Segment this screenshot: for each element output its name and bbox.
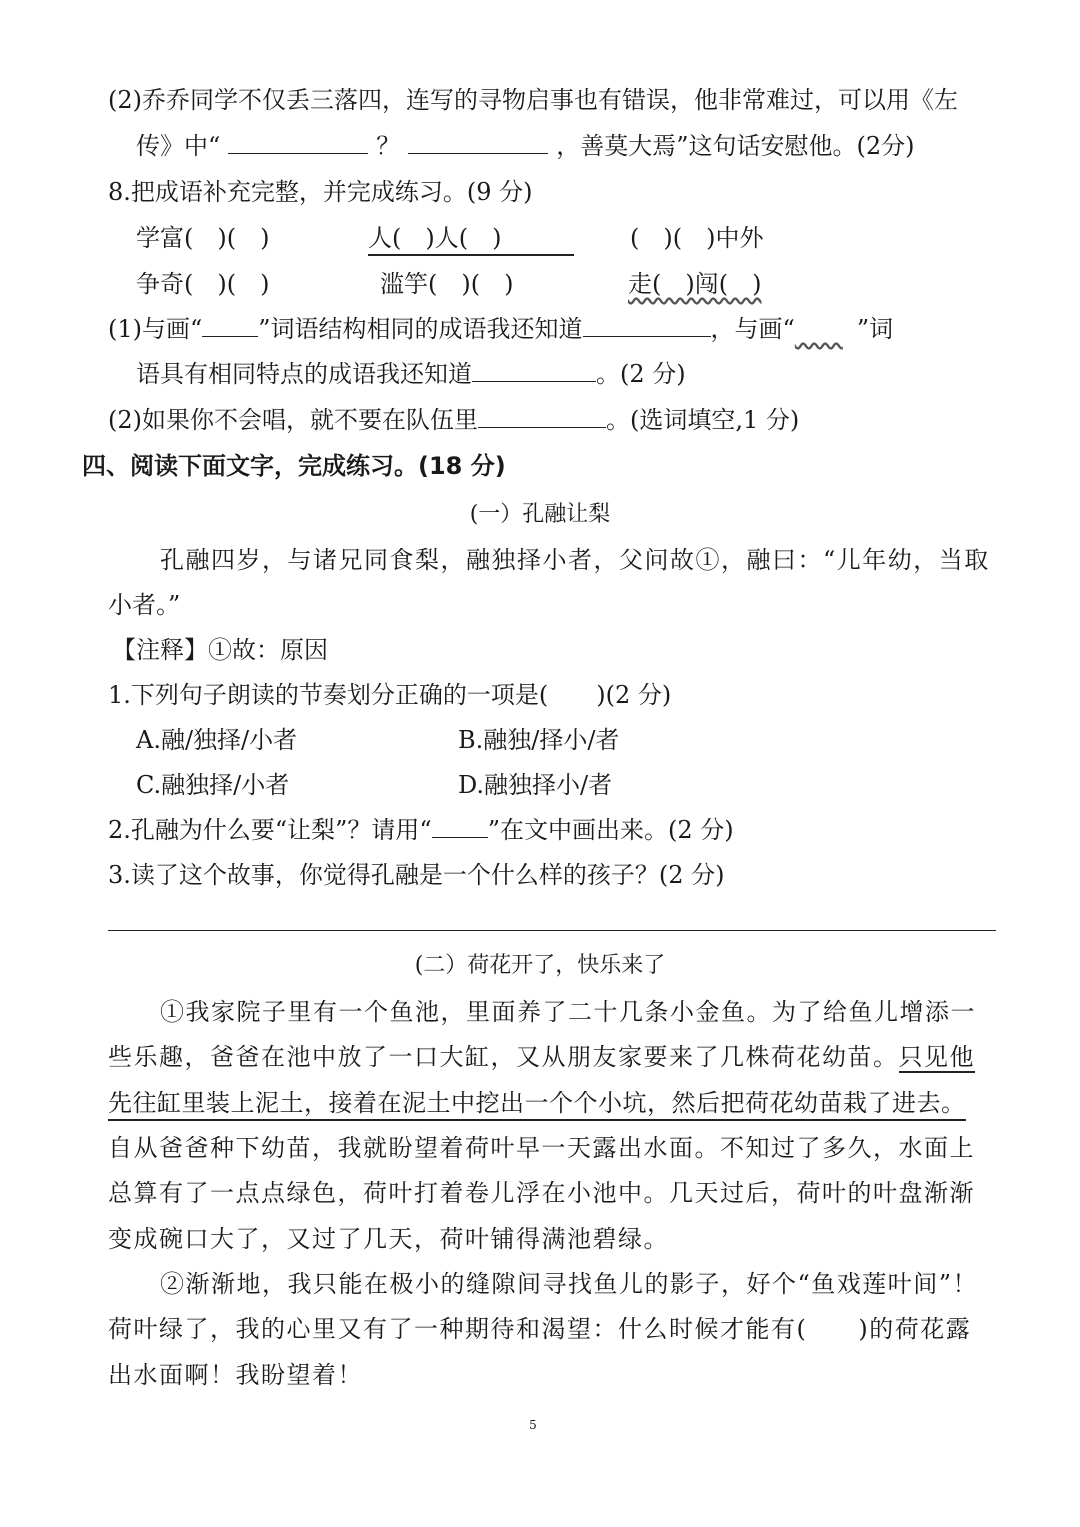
- passage2-line: 总算有了一点点绿色，荷叶打着卷儿浮在小池中。几天过后，荷叶的叶盘渐渐: [108, 1179, 975, 1207]
- text: 语具有相同特点的成语我还知道: [136, 360, 472, 388]
- answer-line[interactable]: [108, 930, 996, 931]
- idiom[interactable]: 争奇( )( ): [136, 270, 270, 298]
- text: ”在文中画出来。(2 分): [487, 816, 734, 844]
- q8-1-line2: [136, 358, 686, 390]
- text: ，与画“: [710, 315, 795, 343]
- text: ”词语结构相同的成语我还知道: [258, 315, 583, 343]
- text: 。(2 分): [596, 360, 686, 388]
- text: 传》中“: [136, 132, 221, 160]
- answer-blank[interactable]: [408, 131, 548, 154]
- idiom[interactable]: ( )( )中外: [630, 224, 764, 252]
- answer-blank[interactable]: [583, 314, 711, 337]
- passage1-line2: 小者。”: [108, 591, 181, 619]
- underline-sample: [432, 815, 488, 838]
- options-row-1: [136, 724, 619, 756]
- passage2-title: (二）荷花开了，快乐来了: [414, 953, 666, 978]
- passage2-underlined-line: 先往缸里装上泥土，接着在泥土中挖出一个个小坑，然后把荷花幼苗栽了进去。: [108, 1087, 966, 1121]
- option-b[interactable]: B.融独/择小/者: [458, 726, 620, 754]
- note: 【注释】①故：原因: [112, 636, 328, 664]
- q8-title: 8.把成语补充完整，并完成练习。(9 分): [108, 178, 533, 206]
- text: ”词: [856, 315, 894, 343]
- idiom-row-1: [136, 222, 763, 256]
- idiom[interactable]: 滥竽( )( ): [380, 270, 514, 298]
- passage2-line: ②渐渐地，我只能在极小的缝隙间寻找鱼儿的影子，好个“鱼戏莲叶间”！: [160, 1270, 979, 1298]
- q7-2-line2: [136, 130, 915, 162]
- text: 些乐趣，爸爸在池中放了一口大缸，又从朋友家要来了几株荷花幼苗。: [108, 1043, 899, 1071]
- passage2-line: 变成碗口大了，又过了几天，荷叶铺得满池碧绿。: [108, 1225, 669, 1253]
- options-row-2: [136, 769, 612, 801]
- passage2-line: ①我家院子里有一个鱼池，里面养了二十几条小金鱼。为了给鱼儿增添一: [160, 998, 976, 1026]
- answer-blank[interactable]: [228, 131, 368, 154]
- text: (2)如果你不会唱，就不要在队伍里: [108, 406, 478, 434]
- passage2-line: 出水面啊！我盼望着！: [108, 1361, 363, 1389]
- text: ？: [376, 132, 401, 160]
- answer-blank[interactable]: [478, 405, 606, 428]
- text: 。(选词填空,1 分): [606, 406, 800, 434]
- idiom-row-2: [136, 268, 761, 300]
- option-d[interactable]: D.融独择小/者: [458, 771, 613, 799]
- idiom-underlined[interactable]: 人( )人( ): [368, 222, 574, 256]
- underline-sample: [202, 314, 258, 337]
- passage1-title: (一）孔融让梨: [469, 502, 611, 527]
- wavy-sample: [795, 313, 857, 345]
- q8-1-line1: [108, 313, 893, 345]
- passage2-line: [108, 1041, 975, 1073]
- q7-2-line1: (2)乔乔同学不仅丢三落四，连写的寻物启事也有错误，他非常难过，可以用《左: [108, 86, 958, 114]
- option-c[interactable]: C.融独择/小者: [136, 771, 290, 799]
- passage2-line: 荷叶绿了，我的心里又有了一种期待和渴望：什么时候才能有( )的荷花露: [108, 1315, 972, 1343]
- question-2: [108, 814, 734, 846]
- question-3: 3.读了这个故事，你觉得孔融是一个什么样的孩子？(2 分): [108, 861, 725, 889]
- text: (1)与画“: [108, 315, 203, 343]
- q8-2: [108, 404, 799, 436]
- option-a[interactable]: A.融/独择/小者: [136, 726, 298, 754]
- idiom-wavy[interactable]: 走( )闯( ): [628, 270, 762, 298]
- text: ，善莫大焉”这句话安慰他。(2分): [556, 132, 915, 160]
- text: 2.孔融为什么要“让梨”？请用“: [108, 816, 432, 844]
- answer-blank[interactable]: [472, 359, 596, 382]
- section-4-title: 四、阅读下面文字，完成练习。(18 分): [82, 452, 506, 480]
- question-1: 1.下列句子朗读的节奏划分正确的一项是( )(2 分): [108, 681, 672, 709]
- idiom[interactable]: 学富( )( ): [136, 224, 270, 252]
- page-number: 5: [529, 1418, 537, 1432]
- passage2-line: 自从爸爸种下幼苗，我就盼望着荷叶早一天露出水面。不知过了多久，水面上: [108, 1134, 975, 1162]
- underlined-text: 只见他: [898, 1043, 975, 1071]
- passage1-line1: 孔融四岁，与诸兄同食梨，融独择小者，父问故①，融曰：“儿年幼，当取: [160, 546, 990, 574]
